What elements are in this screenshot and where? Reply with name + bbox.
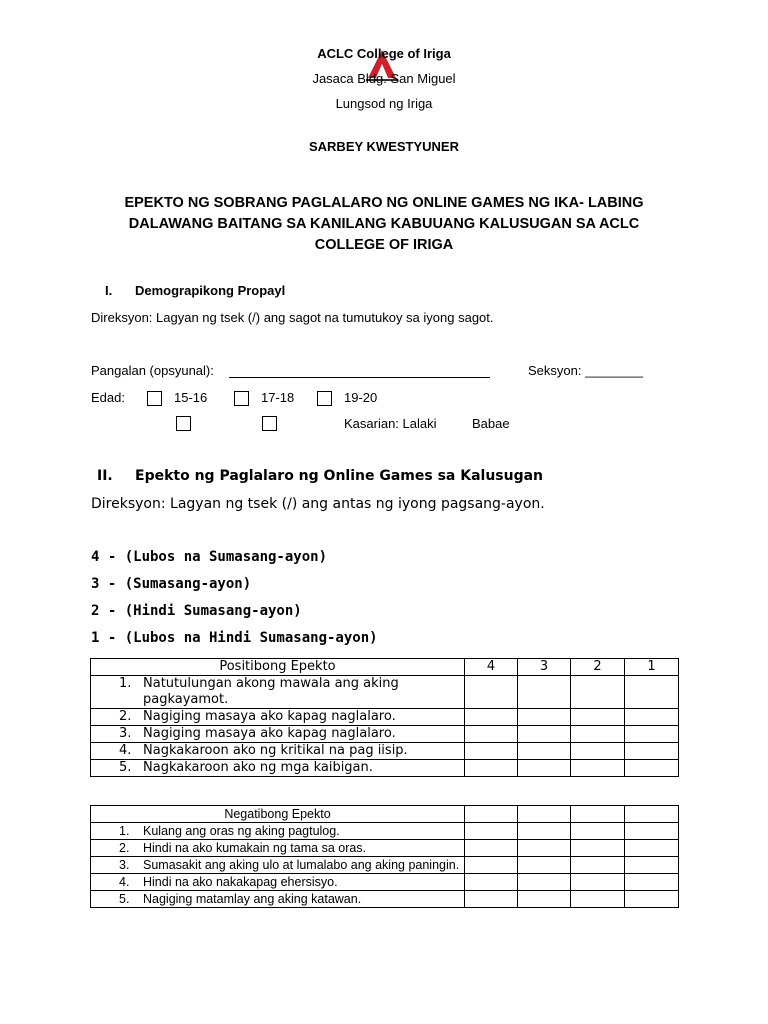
table-row — [91, 874, 679, 891]
item-text: Kulang ang oras ng aking pagtulog. — [143, 824, 340, 838]
item-text: Nagkakaroon ako ng mga kaibigan. — [143, 760, 373, 775]
section-2-title: Epekto ng Paglalaro ng Online Games sa Kalusugan — [135, 468, 544, 484]
sex-option-female: Babae — [472, 416, 510, 431]
score-cell[interactable] — [625, 823, 679, 840]
score-cell[interactable] — [465, 760, 518, 777]
address-line-2: Lungsod ng Iriga — [335, 96, 433, 111]
score-cell[interactable] — [465, 840, 518, 857]
score-cell[interactable] — [465, 676, 518, 709]
score-cell[interactable] — [571, 709, 625, 726]
score-header-2: 2 — [571, 659, 625, 676]
score-cell[interactable] — [625, 840, 679, 857]
table-row — [91, 743, 679, 760]
age-checkbox-extra-2[interactable] — [262, 416, 277, 431]
negative-header: Negatibong Epekto — [91, 806, 465, 823]
score-header-cell — [465, 806, 518, 823]
scale-1: 1 - (Lubos na Hindi Sumasang-ayon) — [91, 630, 378, 646]
table-row — [91, 891, 679, 908]
age-option-3: 19-20 — [344, 390, 378, 405]
item-number: 3. — [119, 726, 132, 741]
score-cell[interactable] — [465, 874, 518, 891]
score-cell[interactable] — [571, 874, 625, 891]
score-cell[interactable] — [518, 676, 571, 709]
table-header-row — [91, 659, 679, 676]
item-number: 5. — [119, 760, 132, 775]
score-cell[interactable] — [518, 874, 571, 891]
age-checkbox-2[interactable] — [234, 391, 249, 406]
score-cell[interactable] — [465, 726, 518, 743]
item-text: Nagiging masaya ako kapag naglalaro. — [143, 726, 396, 741]
item-number: 4. — [119, 875, 130, 889]
item-text: Hindi na ako nakakapag ehersisyo. — [143, 875, 338, 889]
section-2-direction: Direksyon: Lagyan ng tsek (/) ang antas ng iyong pagsang-ayon. — [91, 496, 545, 512]
table-header-row — [91, 806, 679, 823]
score-cell[interactable] — [518, 760, 571, 777]
table-row — [91, 676, 679, 709]
score-cell[interactable] — [571, 891, 625, 908]
scale-2: 2 - (Hindi Sumasang-ayon) — [91, 603, 302, 619]
section-2-number: II. — [97, 468, 113, 484]
table-row — [91, 840, 679, 857]
score-cell[interactable] — [465, 857, 518, 874]
section-1-title: Demograpikong Propayl — [135, 283, 286, 298]
table-row — [91, 823, 679, 840]
age-label: Edad: — [91, 390, 125, 405]
scale-4: 4 - (Lubos na Sumasang-ayon) — [91, 549, 328, 565]
score-cell[interactable] — [571, 840, 625, 857]
section-field[interactable]: Seksyon: ________ — [528, 363, 643, 378]
score-header-4: 4 — [465, 659, 518, 676]
score-cell[interactable] — [571, 676, 625, 709]
table-row — [91, 709, 679, 726]
score-cell[interactable] — [465, 891, 518, 908]
item-number: 2. — [119, 709, 132, 724]
score-cell[interactable] — [571, 743, 625, 760]
score-header-3: 3 — [518, 659, 571, 676]
score-cell[interactable] — [518, 726, 571, 743]
item-text: Nagiging masaya ako kapag naglalaro. — [143, 709, 396, 724]
score-cell[interactable] — [518, 709, 571, 726]
age-option-1: 15-16 — [174, 390, 208, 405]
score-cell[interactable] — [518, 840, 571, 857]
score-cell[interactable] — [465, 823, 518, 840]
name-field[interactable] — [229, 377, 490, 378]
address-line-1: Jasaca Bldg. San Miguel — [312, 71, 456, 86]
item-text: Hindi na ako kumakain ng tama sa oras. — [143, 841, 367, 855]
score-cell[interactable] — [465, 743, 518, 760]
score-cell[interactable] — [625, 857, 679, 874]
score-cell[interactable] — [625, 676, 679, 709]
sex-label: Kasarian: Lalaki — [344, 416, 437, 431]
item-number: 5. — [119, 892, 130, 906]
item-text: Nagiging matamlay ang aking katawan. — [143, 892, 362, 906]
document-title: EPEKTO NG SOBRANG PAGLALARO NG ONLINE GAMES NG IKA- LABING DALAWANG BAITANG SA KANILANG KABUUANG KALUSUGAN SA ACLC COLLEGE OF IRIGA — [124, 195, 644, 253]
score-cell[interactable] — [625, 709, 679, 726]
score-cell[interactable] — [465, 709, 518, 726]
name-label: Pangalan (opsyunal): — [91, 363, 214, 378]
age-checkbox-1[interactable] — [147, 391, 162, 406]
score-cell[interactable] — [518, 743, 571, 760]
score-header-cell — [571, 806, 625, 823]
score-cell[interactable] — [571, 823, 625, 840]
age-checkbox-3[interactable] — [317, 391, 332, 406]
age-option-2: 17-18 — [261, 390, 295, 405]
section-1-direction: Direksyon: Lagyan ng tsek (/) ang sagot na tumutukoy sa iyong sagot. — [91, 310, 494, 325]
item-number: 1. — [119, 676, 132, 691]
table-row — [91, 857, 679, 874]
positive-header: Positibong Epekto — [91, 659, 465, 676]
score-cell[interactable] — [571, 726, 625, 743]
score-cell[interactable] — [571, 760, 625, 777]
item-text: Nagkakaroon ako ng kritikal na pag iisip. — [143, 743, 408, 758]
item-text: Natutulungan akong mawala ang aking pagkayamot. — [143, 676, 399, 707]
score-cell[interactable] — [625, 891, 679, 908]
table-row — [91, 760, 679, 777]
score-header-cell — [625, 806, 679, 823]
score-header-cell — [518, 806, 571, 823]
item-number: 3. — [119, 858, 130, 872]
section-1-number: I. — [105, 283, 113, 298]
age-checkbox-extra-1[interactable] — [176, 416, 191, 431]
score-cell[interactable] — [625, 726, 679, 743]
table-row — [91, 726, 679, 743]
item-text: Sumasakit ang aking ulo at lumalabo ang aking paningin. — [143, 858, 460, 872]
score-header-1: 1 — [625, 659, 679, 676]
institution-name: ACLC College of Iriga — [317, 46, 451, 61]
item-number: 4. — [119, 743, 132, 758]
score-cell[interactable] — [518, 891, 571, 908]
score-cell[interactable] — [518, 823, 571, 840]
score-cell[interactable] — [625, 743, 679, 760]
score-cell[interactable] — [571, 857, 625, 874]
scale-3: 3 - (Sumasang-ayon) — [91, 576, 252, 592]
score-cell[interactable] — [625, 760, 679, 777]
survey-label: SARBEY KWESTYUNER — [308, 139, 459, 154]
negative-effects-table — [90, 805, 679, 908]
score-cell[interactable] — [625, 874, 679, 891]
item-number: 2. — [119, 841, 130, 855]
score-cell[interactable] — [518, 857, 571, 874]
positive-effects-table — [90, 658, 679, 777]
item-number: 1. — [119, 824, 130, 838]
